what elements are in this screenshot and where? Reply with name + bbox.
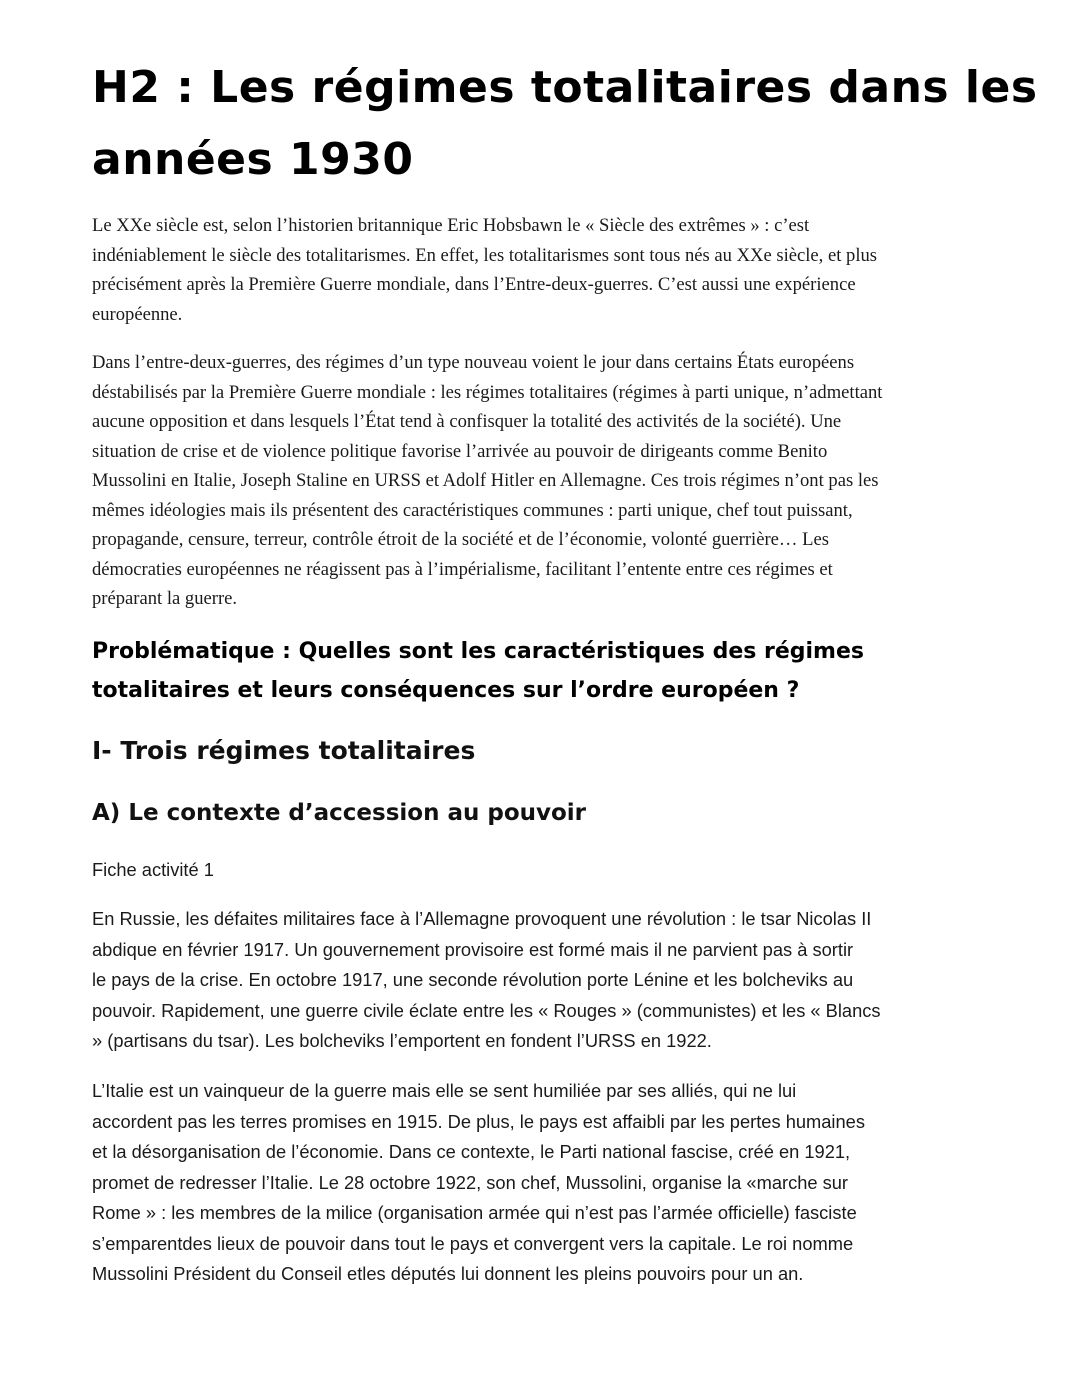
text-line: totalitaires et leurs conséquences sur l’ordre européen ? <box>92 678 800 703</box>
text-line: démocraties européennes ne réagissent pas à l’impérialisme, facilitant l’entente entre ces régimes et <box>92 558 833 580</box>
italy-paragraph <box>92 1076 1032 1290</box>
text-line: aucune opposition et dans lesquels l’État tend à confisquer la totalité des activités de la société). Une <box>92 411 842 432</box>
text-line: Problématique : Quelles sont les caractéristiques des régimes <box>92 639 864 664</box>
text-line: précisément après la Première Guerre mondiale, dans l’Entre-deux-guerres. C’est aussi une expérience <box>92 274 856 295</box>
text-line: accordent pas les terres promises en 1915. De plus, le pays est affaibli par les pertes humaines <box>92 1110 865 1132</box>
text-line: L’Italie est un vainqueur de la guerre mais elle se sent humiliée par ses alliés, qui ne lui <box>92 1080 797 1101</box>
section-a-heading: A) Le contexte d’accession au pouvoir <box>92 800 587 826</box>
title-line: années 1930 <box>92 134 414 185</box>
text-line: européenne. <box>92 303 183 325</box>
title-line: H2 : Les régimes totalitaires dans les <box>92 62 1038 113</box>
text-line: Mussolini en Italie, Joseph Staline en URSS et Adolf Hitler en Allemagne. Ces trois régimes n’ont pas les <box>92 470 879 491</box>
text-line: déstabilisés par la Première Guerre mondiale : les régimes totalitaires (régimes à parti unique, n’admettant <box>92 381 883 403</box>
text-line: Le XXe siècle est, selon l’historien britannique Eric Hobsbawn le « Siècle des extrêmes » : c’est <box>92 215 810 236</box>
fiche-activite-label: Fiche activité 1 <box>92 859 214 880</box>
russia-paragraph <box>92 904 1032 1057</box>
text-line: situation de crise et de violence politique favorise l’arrivée au pouvoir de dirigeants comme Benito <box>92 440 828 462</box>
text-line: et la désorganisation de l’économie. Dans ce contexte, le Parti national fascise, créé en 1921, <box>92 1141 851 1162</box>
text-line: pouvoir. Rapidement, une guerre civile éclate entre les « Rouges » (communistes) et les « Blancs <box>92 999 881 1021</box>
text-line: Mussolini Président du Conseil etles députés lui donnent les pleins pouvoirs pour un an. <box>92 1263 804 1284</box>
text-line: préparant la guerre. <box>92 588 238 609</box>
text-line: » (partisans du tsar). Les bolcheviks l’emportent en fondent l’URSS en 1922. <box>92 1030 712 1051</box>
text-line: abdique en février 1917. Un gouvernement provisoire est formé mais il ne parvient pas à sortir <box>92 938 854 960</box>
intro-paragraph-1 <box>92 211 1032 329</box>
text-line: indéniablement le siècle des totalitarismes. En effet, les totalitarismes sont tous nés au XXe siècle, et plus <box>92 244 878 266</box>
text-line: s’emparentdes lieux de pouvoir dans tout le pays et convergent vers la capitale. Le roi nomme <box>92 1232 854 1254</box>
text-line: Dans l’entre-deux-guerres, des régimes d’un type nouveau voient le jour dans certains États européens <box>92 352 855 373</box>
intro-paragraph-2 <box>92 348 1032 614</box>
text-line: propagande, censure, terreur, contrôle étroit de la société et de l’économie, volonté guerrière… Les <box>92 529 829 550</box>
page-title <box>92 52 1038 196</box>
problematique-heading <box>92 632 1032 710</box>
text-line: mêmes idéologies mais ils présentent des caractéristiques communes : parti unique, chef tout puissant, <box>92 499 853 521</box>
text-line: Rome » : les membres de la milice (organisation armée qui n’est pas l’armée officielle) fasciste <box>92 1202 857 1223</box>
text-line: le pays de la crise. En octobre 1917, une seconde révolution porte Lénine et les bolcheviks au <box>92 969 854 990</box>
section-1-heading: I- Trois régimes totalitaires <box>92 736 476 765</box>
text-line: promet de redresser l’Italie. Le 28 octobre 1922, son chef, Mussolini, organise la «marche sur <box>92 1171 849 1193</box>
text-line: En Russie, les défaites militaires face à l’Allemagne provoquent une révolution : le tsar Nicolas II <box>92 908 872 929</box>
